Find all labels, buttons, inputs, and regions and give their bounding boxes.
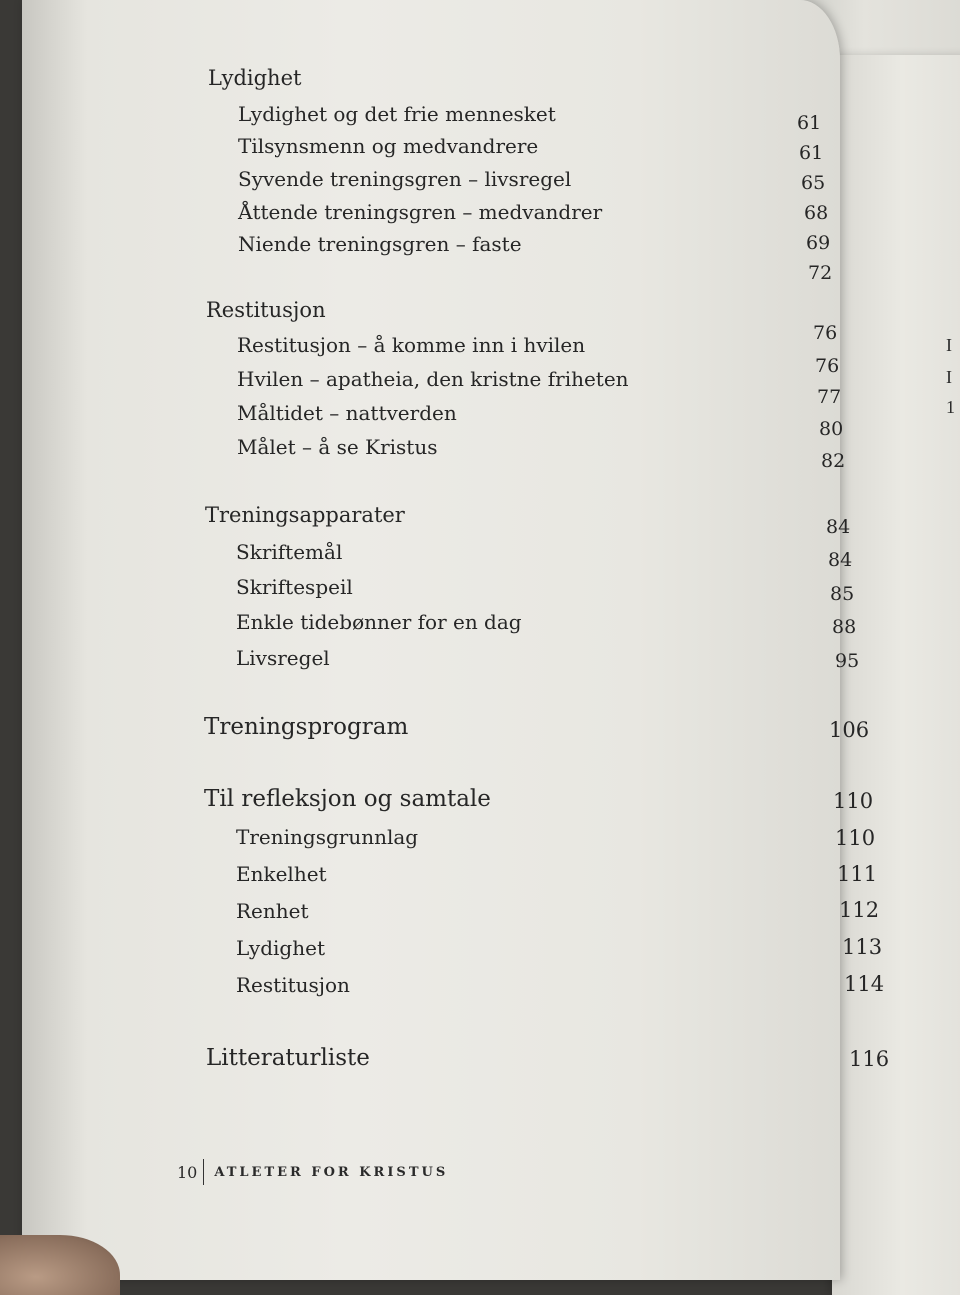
toc-entry-title: Skriftemål <box>236 540 343 564</box>
toc-entry-page: 61 <box>799 142 824 164</box>
toc-main-title: Til refleksjon og samtale <box>204 786 491 812</box>
toc-entry-page: 84 <box>828 549 853 571</box>
toc-entry-page: 76 <box>815 355 840 377</box>
toc-entry-title: Niende treningsgren – faste <box>238 232 522 256</box>
facing-page-text: I <box>946 335 952 355</box>
toc-entry-page: 80 <box>819 418 844 440</box>
toc-entry-page: 106 <box>829 718 870 742</box>
toc-entry-title: Livsregel <box>236 646 330 670</box>
page-number: 10 <box>177 1162 198 1182</box>
toc-section-title: Treningsapparater <box>205 503 405 527</box>
toc-entry-page: 65 <box>801 172 826 194</box>
toc-entry-title: Måltidet – nattverden <box>237 401 457 425</box>
toc-entry-page: 69 <box>806 232 831 254</box>
toc-entry-title: Lydighet og det frie mennesket <box>238 102 556 126</box>
toc-entry-page: 113 <box>842 935 883 959</box>
toc-entry-page: 88 <box>832 616 857 638</box>
toc-entry-page: 111 <box>837 862 878 886</box>
toc-entry-page: 114 <box>844 972 885 996</box>
running-head: ATLETER FOR KRISTUS <box>214 1164 449 1180</box>
facing-page-text: I <box>946 367 952 387</box>
toc-entry-title: Målet – å se Kristus <box>237 435 438 459</box>
toc-entry-title: Enkle tidebønner for en dag <box>236 610 522 634</box>
facing-page <box>832 55 960 1295</box>
toc-entry-page: 110 <box>835 826 876 850</box>
toc-entry-page: 116 <box>849 1047 890 1071</box>
toc-entry-page: 76 <box>813 322 838 344</box>
table-of-contents <box>22 0 890 1280</box>
toc-entry-page: 84 <box>826 516 851 538</box>
toc-entry-page: 112 <box>839 898 880 922</box>
toc-entry-title: Hvilen – apatheia, den kristne friheten <box>237 367 629 391</box>
toc-entry-title: Treningsgrunnlag <box>236 825 419 849</box>
toc-entry-page: 72 <box>808 262 833 284</box>
toc-entry-page: 82 <box>821 450 846 472</box>
toc-entry-page: 85 <box>830 583 855 605</box>
footer-divider <box>203 1159 204 1185</box>
toc-entry-page: 110 <box>833 789 874 813</box>
toc-entry-title: Tilsynsmenn og medvandrere <box>238 134 539 158</box>
page-footer <box>177 1158 448 1186</box>
toc-entry-title: Åttende treningsgren – medvandrer <box>238 200 603 224</box>
toc-entry-title: Renhet <box>236 899 309 923</box>
toc-entry-title: Restitusjon – å komme inn i hvilen <box>237 333 586 357</box>
toc-entry-page: 61 <box>797 112 822 134</box>
toc-entry-title: Lydighet <box>236 936 325 960</box>
toc-section-title: Lydighet <box>208 66 302 90</box>
toc-section-title: Restitusjon <box>206 298 326 322</box>
toc-entry-title: Skriftespeil <box>236 575 353 599</box>
toc-entry-page: 77 <box>817 386 842 408</box>
book-page <box>22 0 890 1280</box>
facing-page-text: 1 <box>946 397 955 417</box>
toc-entry-title: Enkelhet <box>236 862 327 886</box>
toc-entry-title: Restitusjon <box>236 973 350 997</box>
toc-entry-page: 95 <box>835 650 860 672</box>
toc-entry-title: Syvende treningsgren – livsregel <box>238 167 572 191</box>
toc-main-title: Treningsprogram <box>204 714 409 740</box>
toc-entry-page: 68 <box>804 202 829 224</box>
toc-main-title: Litteraturliste <box>206 1045 370 1071</box>
